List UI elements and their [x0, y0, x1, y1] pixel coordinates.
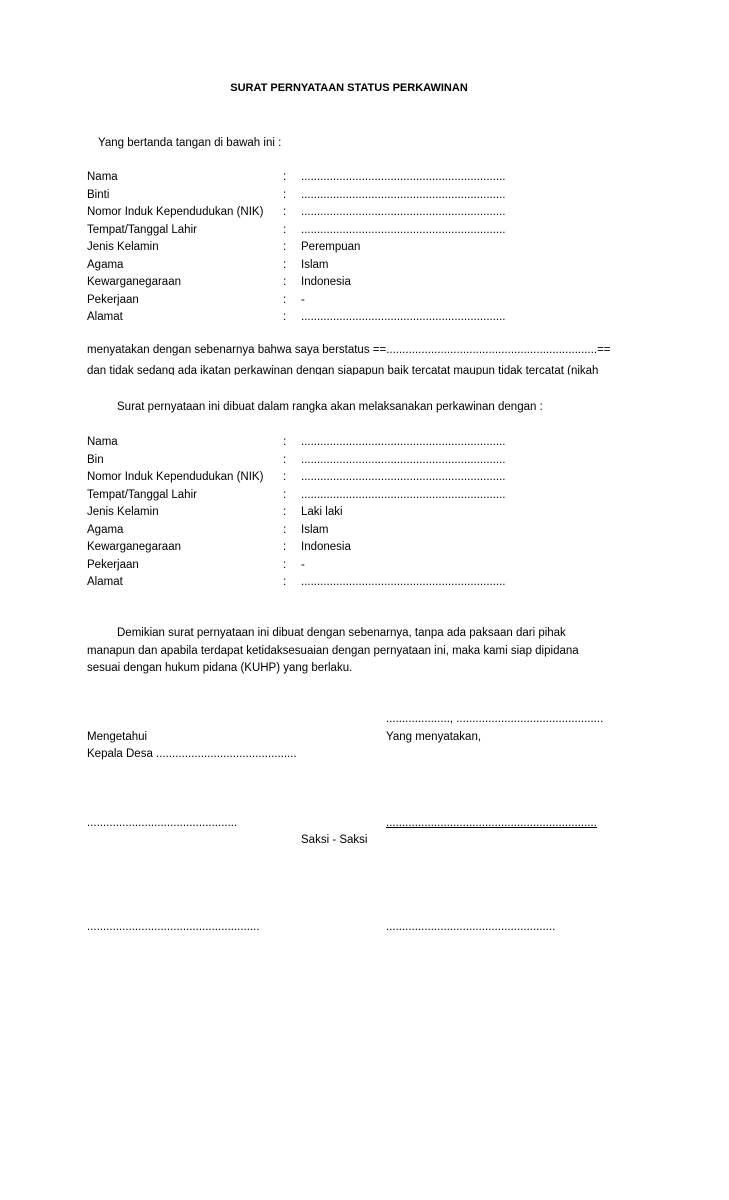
field-value: ................................................................ [301, 171, 506, 183]
statement-line-2: dan tidak sedang ada ikatan perkawinan dengan siapapun baik tercatat maupun tidak tercatat (nikah [87, 365, 599, 375]
closing-line-2: manapun dan apabila terdapat ketidaksesuaian dengan pernyataan ini, maka kami siap dipidana [87, 644, 579, 657]
colon: : [283, 488, 287, 501]
statement-line-1: menyatakan dengan sebenarnya bahwa saya berstatus ==..................................................................== [87, 344, 611, 356]
colon: : [283, 453, 287, 466]
colon: : [283, 506, 287, 518]
closing-line-3: sesuai dengan hukum pidana (KUHP) yang berlaku. [87, 662, 353, 674]
colon: : [283, 541, 287, 553]
place-date-line: ...................., .............................................. [386, 713, 604, 725]
witness-left-signature-line: ...................................................... [87, 921, 260, 933]
colon: : [283, 276, 287, 288]
field-label: Nama [87, 171, 118, 183]
field-value: ................................................................ [301, 453, 506, 466]
purpose-text: Surat pernyataan ini dibuat dalam rangka akan melaksanakan perkawinan dengan : [117, 401, 543, 413]
field-value: ................................................................ [301, 488, 506, 501]
field-label: Alamat [87, 576, 123, 588]
colon: : [283, 558, 287, 571]
field-value: - [301, 293, 305, 306]
field-value: ................................................................ [301, 436, 506, 448]
field-value: ................................................................ [301, 223, 506, 236]
declarant-label: Yang menyatakan, [386, 731, 482, 743]
colon: : [283, 311, 287, 323]
field-value: - [301, 558, 305, 571]
colon: : [283, 436, 287, 448]
witnesses-label: Saksi - Saksi [301, 834, 368, 846]
field-label: Binti [87, 188, 110, 201]
field-label: Jenis Kelamin [87, 241, 159, 253]
colon: : [283, 171, 287, 183]
field-label: Agama [87, 523, 124, 536]
field-value: ................................................................ [301, 206, 506, 218]
colon: : [283, 241, 287, 253]
colon: : [283, 206, 287, 218]
field-label: Agama [87, 258, 124, 271]
closing-paragraph [87, 625, 632, 678]
field-value: ................................................................ [301, 188, 506, 201]
field-label: Pekerjaan [87, 558, 139, 571]
village-head-signature-line: ............................................... [87, 817, 238, 829]
field-label: Nomor Induk Kependudukan (NIK) [87, 206, 264, 218]
colon: : [283, 188, 287, 201]
field-label: Kewarganegaraan [87, 541, 181, 553]
field-value: Indonesia [301, 541, 351, 553]
witness-right-signature-line: ..................................................... [386, 921, 556, 933]
statement-line-2-clipped [87, 363, 647, 375]
document-title: SURAT PERNYATAAN STATUS PERKAWINAN [230, 82, 468, 94]
colon: : [283, 471, 287, 483]
closing-line-1: Demikian surat pernyataan ini dibuat dengan sebenarnya, tanpa ada paksaan dari pihak [117, 627, 566, 639]
field-value: ................................................................ [301, 576, 506, 588]
field-label: Tempat/Tanggal Lahir [87, 488, 197, 501]
colon: : [283, 523, 287, 536]
field-label: Nomor Induk Kependudukan (NIK) [87, 471, 264, 483]
field-value: Perempuan [301, 241, 361, 253]
declarant-signature-line: .................................................................. [386, 817, 597, 829]
field-label: Pekerjaan [87, 293, 139, 306]
field-value: ................................................................ [301, 311, 506, 323]
field-value: Islam [301, 523, 329, 536]
field-label: Bin [87, 453, 104, 466]
acknowledged-label: Mengetahui [87, 731, 148, 743]
field-label: Kewarganegaraan [87, 276, 181, 288]
field-value: Laki laki [301, 506, 343, 518]
colon: : [283, 576, 287, 588]
colon: : [283, 293, 287, 306]
field-value: Islam [301, 258, 329, 271]
field-value: ................................................................ [301, 471, 506, 483]
field-value: Indonesia [301, 276, 351, 288]
field-label: Nama [87, 436, 118, 448]
colon: : [283, 258, 287, 271]
field-label: Jenis Kelamin [87, 506, 159, 518]
village-head-label: Kepala Desa ............................................ [87, 748, 297, 760]
field-label: Tempat/Tanggal Lahir [87, 223, 197, 236]
colon: : [283, 223, 287, 236]
intro-text: Yang bertanda tangan di bawah ini : [98, 137, 282, 149]
field-label: Alamat [87, 311, 123, 323]
